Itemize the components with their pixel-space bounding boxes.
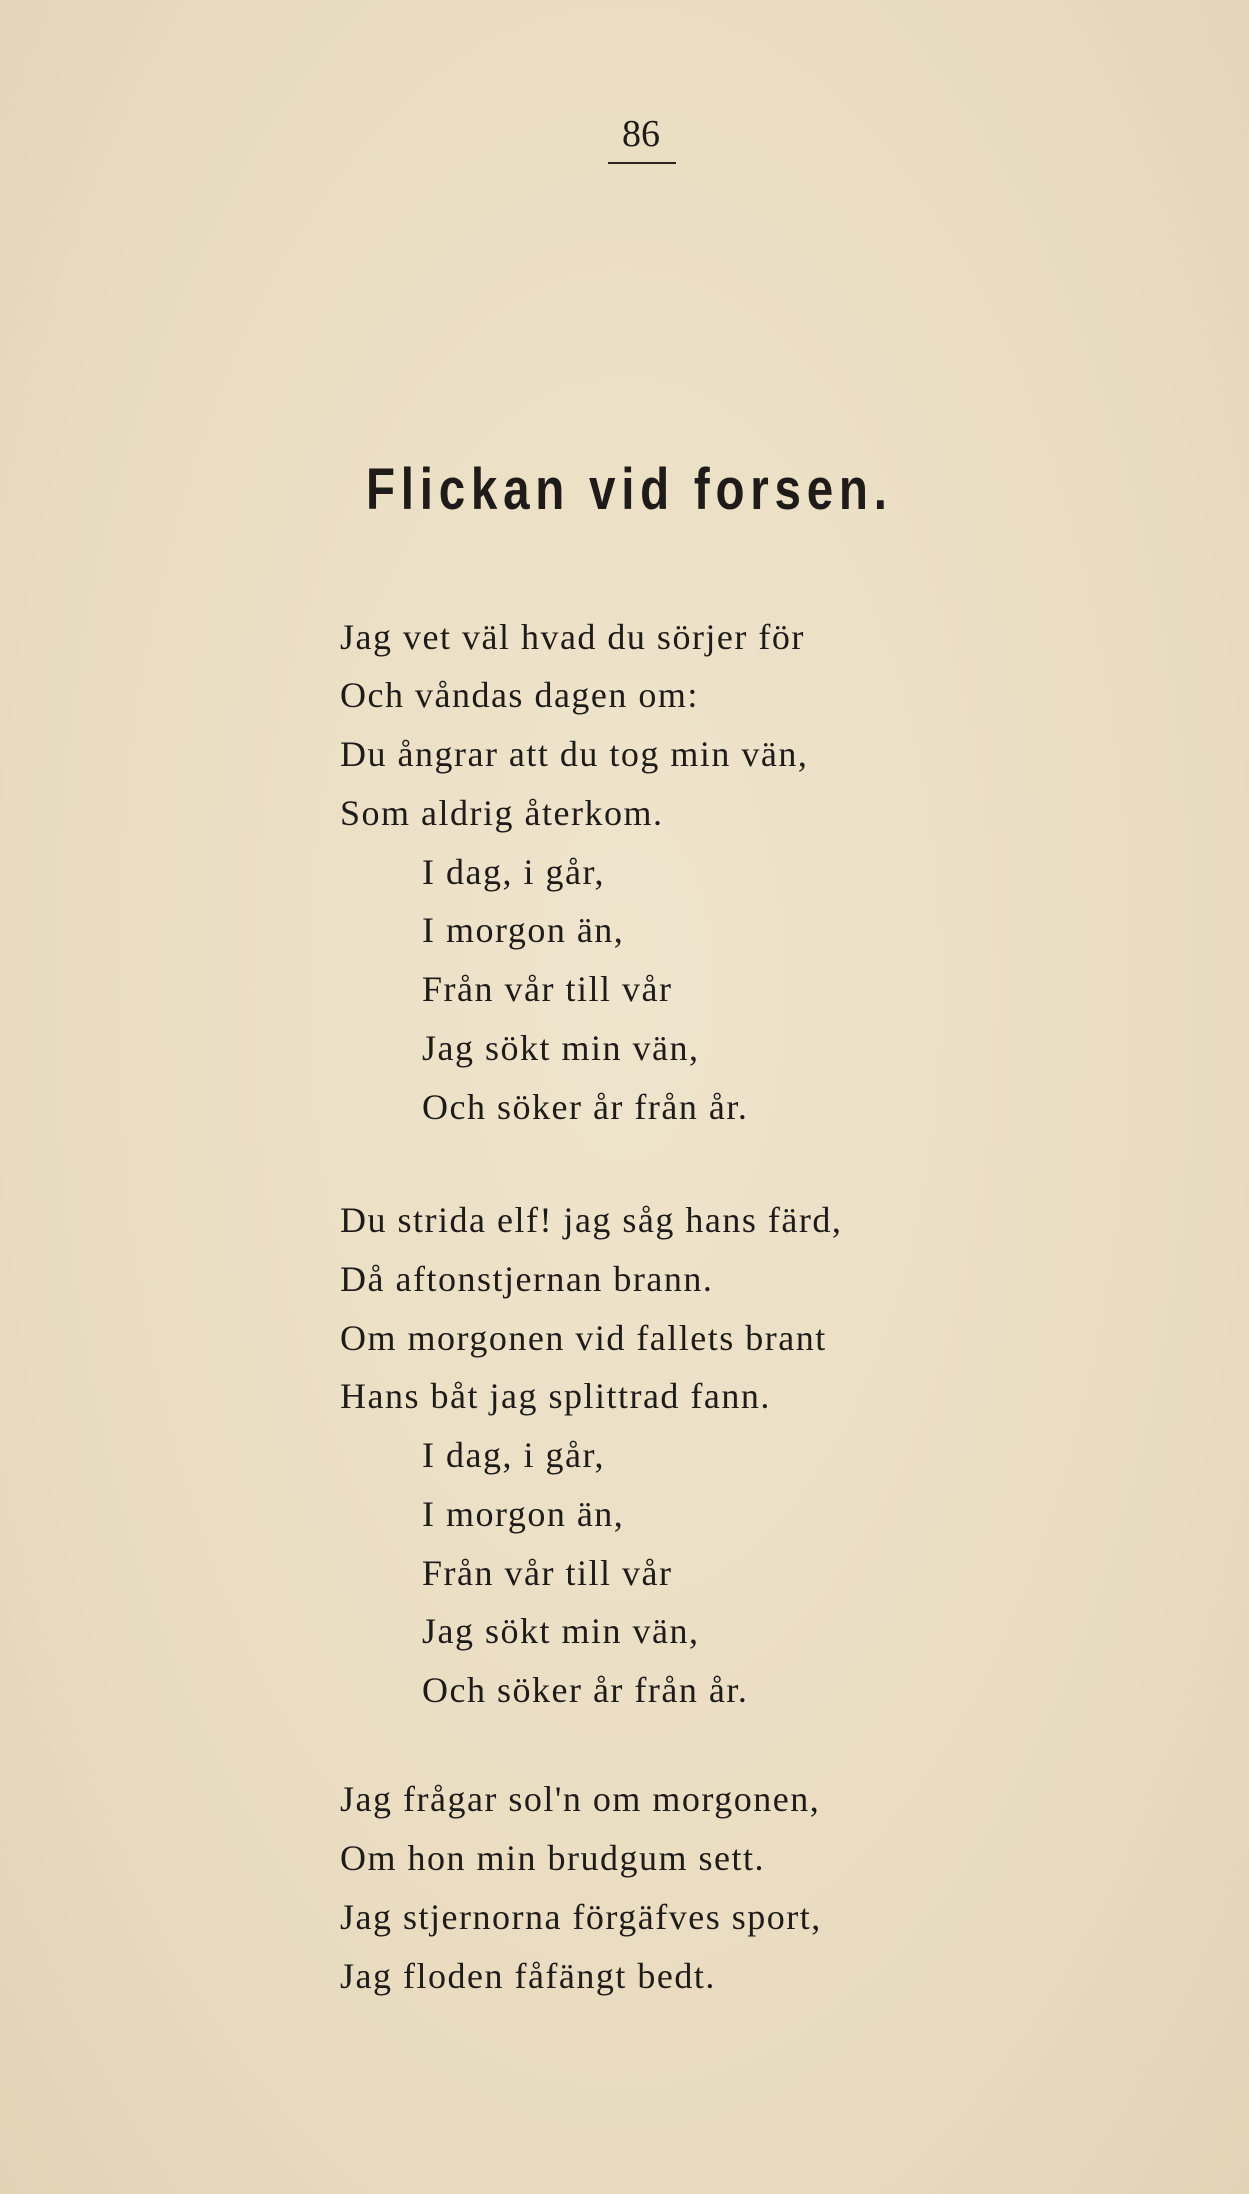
refrain-line: I morgon än, xyxy=(422,910,625,950)
refrain-line: Från vår till vår xyxy=(422,1553,673,1593)
poem-line: Om hon min brudgum sett. xyxy=(340,1838,765,1878)
poem-line: Jag vet väl hvad du sörjer för xyxy=(340,617,805,657)
refrain-line: Och söker år från år. xyxy=(422,1087,749,1127)
poem-line: Jag stjernorna förgäfves sport, xyxy=(340,1897,822,1937)
poem-line: Som aldrig återkom. xyxy=(340,793,664,833)
refrain-line: Och söker år från år. xyxy=(422,1670,749,1710)
poem-line: Du strida elf! jag såg hans färd, xyxy=(340,1200,843,1240)
poem-line: Om morgonen vid fallets brant xyxy=(340,1318,827,1358)
page-number: 86 xyxy=(622,113,660,155)
poem-title: Flickan vid forsen. xyxy=(366,457,893,522)
poem-line: Jag frågar sol'n om morgonen, xyxy=(340,1779,821,1819)
poem-line: Då aftonstjernan brann. xyxy=(340,1259,714,1299)
page-number-rule xyxy=(608,162,676,164)
refrain-line: Jag sökt min vän, xyxy=(422,1028,700,1068)
refrain-line: Från vår till vår xyxy=(422,969,673,1009)
poem-line: Du ångrar att du tog min vän, xyxy=(340,734,809,774)
refrain-line: I dag, i går, xyxy=(422,852,605,892)
poem-line: Och våndas dagen om: xyxy=(340,675,699,715)
poem-line: Jag floden fåfängt bedt. xyxy=(340,1956,716,1996)
refrain-line: I morgon än, xyxy=(422,1494,625,1534)
refrain-line: I dag, i går, xyxy=(422,1435,605,1475)
poem-line: Hans båt jag splittrad fann. xyxy=(340,1376,771,1416)
refrain-line: Jag sökt min vän, xyxy=(422,1611,700,1651)
